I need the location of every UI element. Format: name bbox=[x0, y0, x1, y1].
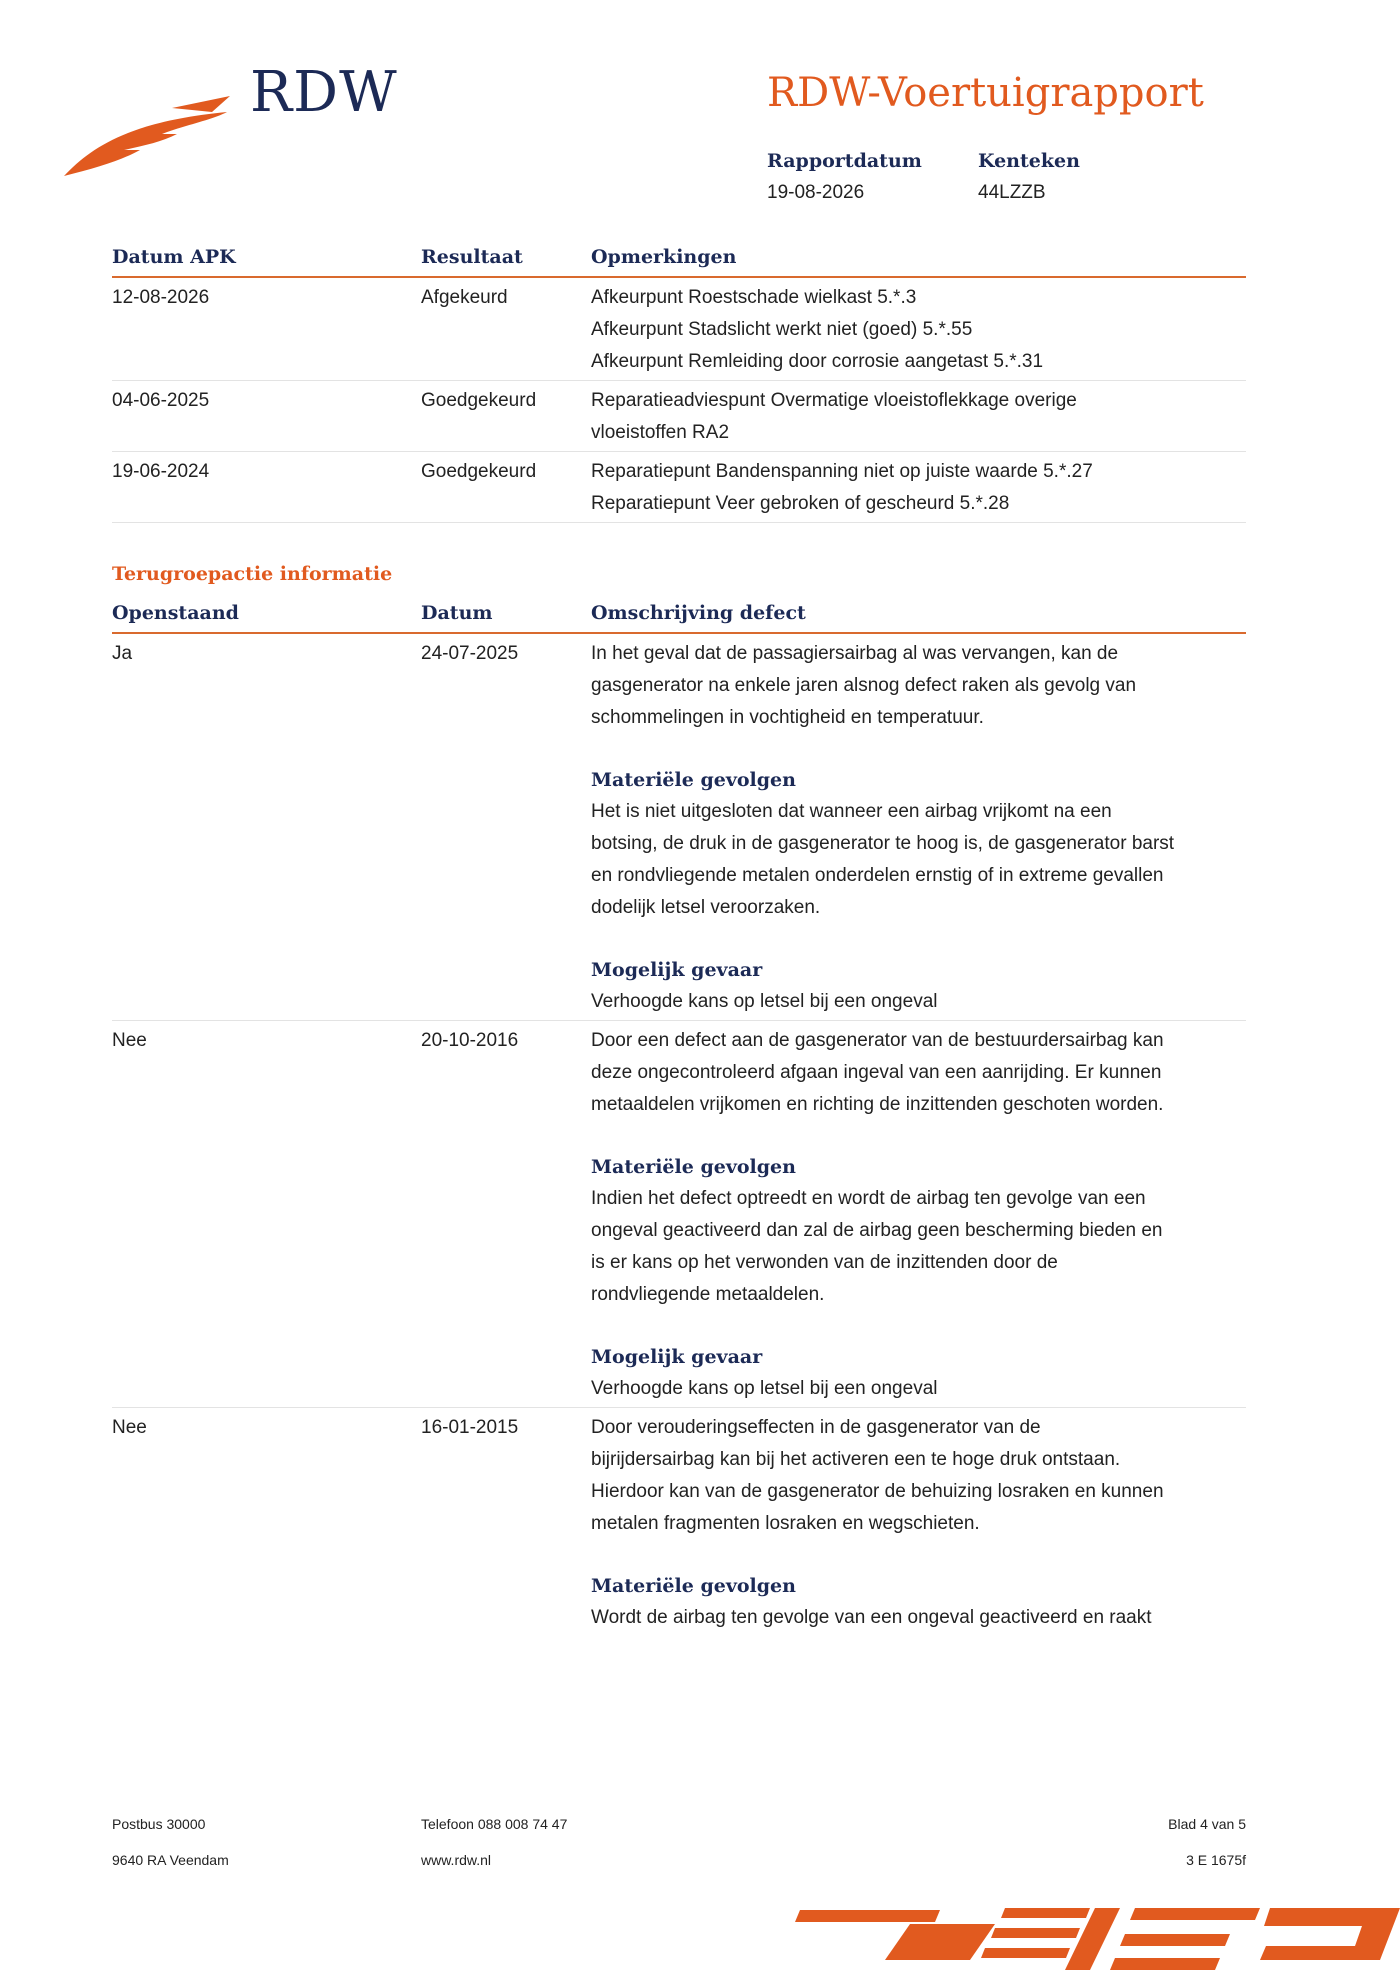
apk-remarks bbox=[591, 452, 1246, 522]
rdw-logo bbox=[62, 60, 398, 180]
apk-row bbox=[112, 381, 1246, 452]
recall-col-open: Openstaand bbox=[112, 602, 239, 624]
license-plate bbox=[978, 150, 1080, 204]
footer-website[interactable]: www.rdw.nl bbox=[421, 1852, 492, 1868]
rdw-feather-logo-icon bbox=[62, 86, 232, 176]
apk-row bbox=[112, 278, 1246, 381]
apk-table bbox=[112, 246, 1246, 523]
danger-line: Verhoogde kans op letsel bij een ongeval bbox=[591, 1378, 938, 1399]
apk-remark-line: Afkeurpunt Remleiding door corrosie aangetast 5.*.31 bbox=[591, 351, 1044, 372]
license-plate-value: 44LZZB bbox=[978, 182, 1046, 203]
recall-row bbox=[112, 1408, 1246, 1636]
apk-remark-line: Reparatiepunt Veer gebroken of gescheurd 5.*.28 bbox=[591, 493, 1010, 514]
recall-table-header bbox=[112, 602, 1246, 634]
description-line: Hierdoor kan van de gasgenerator de behuizing losraken en kunnen bbox=[591, 1481, 1164, 1502]
possible-danger-heading: Mogelijk gevaar bbox=[591, 1346, 763, 1368]
apk-result: Goedgekeurd bbox=[421, 461, 537, 482]
recall-date: 20-10-2016 bbox=[421, 1030, 519, 1051]
description-line: Door een defect aan de gasgenerator van de bestuurdersairbag kan bbox=[591, 1030, 1164, 1051]
rdw-stripes-decoration bbox=[790, 1900, 1400, 1982]
material-line: ongeval geactiveerd dan zal de airbag geen bescherming bieden en bbox=[591, 1220, 1163, 1241]
apk-date: 12-08-2026 bbox=[112, 287, 210, 308]
description-line: metaaldelen vrijkomen en richting de inzittenden geschoten worden. bbox=[591, 1094, 1164, 1115]
material-consequences-heading: Materiële gevolgen bbox=[591, 1575, 796, 1597]
apk-table-header bbox=[112, 246, 1246, 278]
recall-row bbox=[112, 634, 1246, 1021]
recall-open: Ja bbox=[112, 643, 133, 664]
apk-col-date: Datum APK bbox=[112, 246, 236, 268]
recall-description bbox=[591, 634, 1246, 1020]
recall-description bbox=[591, 1021, 1246, 1407]
footer-address-2: 9640 RA Veendam bbox=[112, 1852, 229, 1868]
recall-col-description: Omschrijving defect bbox=[591, 602, 806, 624]
description-line: deze ongecontroleerd afgaan ingeval van een aanrijding. Er kunnen bbox=[591, 1062, 1162, 1083]
apk-date: 04-06-2025 bbox=[112, 390, 210, 411]
apk-row bbox=[112, 452, 1246, 523]
material-line: is er kans op het verwonden van de inzittenden door de bbox=[591, 1252, 1058, 1273]
recall-table bbox=[112, 602, 1246, 1636]
description-line: In het geval dat de passagiersairbag al was vervangen, kan de bbox=[591, 643, 1119, 664]
license-plate-label: Kenteken bbox=[978, 150, 1080, 172]
footer-phone: Telefoon 088 008 74 47 bbox=[421, 1816, 568, 1832]
recall-open: Nee bbox=[112, 1030, 147, 1051]
recall-open: Nee bbox=[112, 1417, 147, 1438]
apk-result: Afgekeurd bbox=[421, 287, 508, 308]
apk-remark-line: Afkeurpunt Stadslicht werkt niet (goed) 5.*.55 bbox=[591, 319, 973, 340]
apk-remark-line: Afkeurpunt Roestschade wielkast 5.*.3 bbox=[591, 287, 917, 308]
recall-row bbox=[112, 1021, 1246, 1408]
recall-col-date: Datum bbox=[421, 602, 493, 624]
apk-remark-line: vloeistoffen RA2 bbox=[591, 422, 730, 443]
material-line: botsing, de druk in de gasgenerator te hoog is, de gasgenerator barst bbox=[591, 833, 1175, 854]
material-line: Het is niet uitgesloten dat wanneer een airbag vrijkomt na een bbox=[591, 801, 1112, 822]
description-line: metalen fragmenten losraken en wegschieten. bbox=[591, 1513, 980, 1534]
danger-line: Verhoogde kans op letsel bij een ongeval bbox=[591, 991, 938, 1012]
apk-col-remarks: Opmerkingen bbox=[591, 246, 737, 268]
material-consequences-heading: Materiële gevolgen bbox=[591, 1156, 796, 1178]
material-line: rondvliegende metaaldelen. bbox=[591, 1284, 825, 1305]
report-date-value: 19-08-2026 bbox=[767, 182, 865, 203]
footer-doc-code: 3 E 1675f bbox=[1186, 1852, 1246, 1868]
material-line: en rondvliegende metalen onderdelen ernstig of in extreme gevallen bbox=[591, 865, 1164, 886]
possible-danger-heading: Mogelijk gevaar bbox=[591, 959, 763, 981]
footer-page-number: Blad 4 van 5 bbox=[1168, 1816, 1246, 1832]
material-line: Wordt de airbag ten gevolge van een ongeval geactiveerd en raakt bbox=[591, 1607, 1152, 1628]
logo-wordmark: RDW bbox=[250, 60, 398, 125]
apk-remarks bbox=[591, 278, 1246, 380]
material-line: dodelijk letsel veroorzaken. bbox=[591, 897, 821, 918]
apk-remark-line: Reparatieadviespunt Overmatige vloeistoflekkage overige bbox=[591, 390, 1077, 411]
apk-col-result: Resultaat bbox=[421, 246, 523, 268]
recall-section-title: Terugroepactie informatie bbox=[112, 563, 393, 585]
apk-date: 19-06-2024 bbox=[112, 461, 210, 482]
report-date-label: Rapportdatum bbox=[767, 150, 922, 172]
description-line: bijrijdersairbag kan bij het activeren een te hoge druk ontstaan. bbox=[591, 1449, 1121, 1470]
recall-description bbox=[591, 1408, 1246, 1636]
description-line: schommelingen in vochtigheid en temperatuur. bbox=[591, 707, 984, 728]
description-line: Door verouderingseffecten in de gasgenerator van de bbox=[591, 1417, 1041, 1438]
apk-remarks bbox=[591, 381, 1246, 451]
material-line: Indien het defect optreedt en wordt de airbag ten gevolge van een bbox=[591, 1188, 1146, 1209]
material-consequences-heading: Materiële gevolgen bbox=[591, 769, 796, 791]
description-line: gasgenerator na enkele jaren alsnog defect raken als gevolg van bbox=[591, 675, 1137, 696]
footer-address-1: Postbus 30000 bbox=[112, 1816, 206, 1832]
apk-remark-line: Reparatiepunt Bandenspanning niet op juiste waarde 5.*.27 bbox=[591, 461, 1093, 482]
report-date bbox=[767, 150, 922, 204]
report-title: RDW-Voertuigrapport bbox=[767, 70, 1204, 116]
apk-result: Goedgekeurd bbox=[421, 390, 537, 411]
recall-date: 24-07-2025 bbox=[421, 643, 519, 664]
recall-date: 16-01-2015 bbox=[421, 1417, 519, 1438]
